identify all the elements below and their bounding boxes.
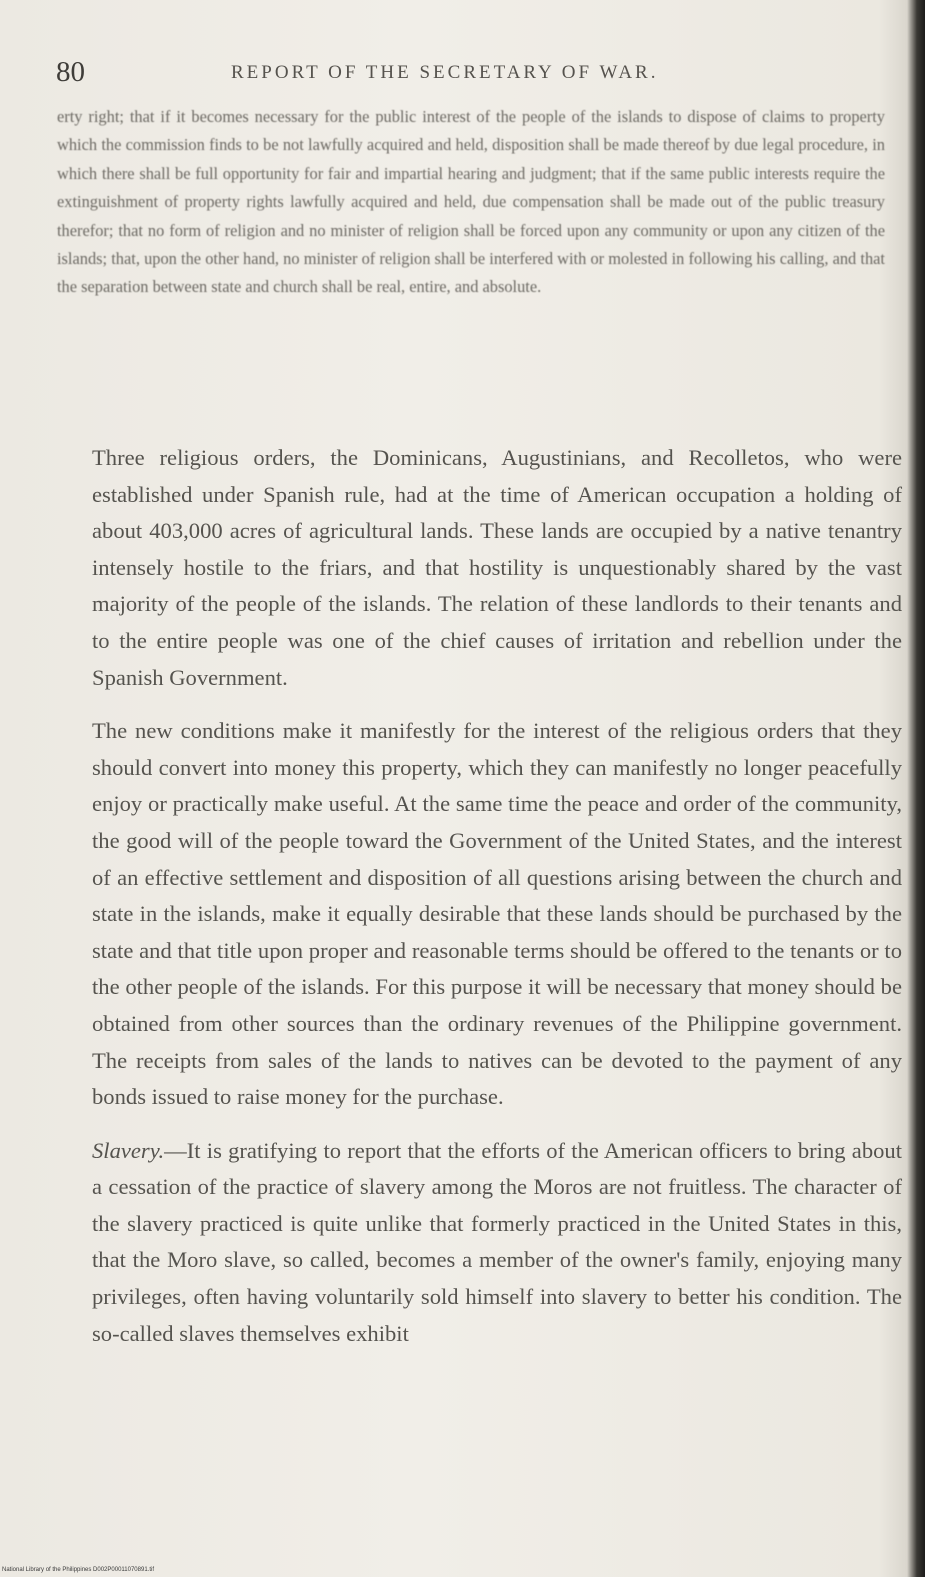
page-edge-shadow xyxy=(907,0,925,1577)
page-number: 80 xyxy=(56,56,85,88)
paragraph-new-conditions: The new conditions make it manifestly for the interest of the religious orders that they should convert into money this property, which they can manifestly no longer peacefully enjoy or practically make useful. At the same time the peace and order of the community, the good will of the people toward the Government of the United States, and the interest of an effective settlement and disposition of all questions arising between the church and state in the islands, make it equally desirable that these lands should be purchased by the state and that title upon proper and reasonable terms should be offered to the tenants or to the other people of the islands. For this purpose it will be necessary that money should be obtained from other sources than the ordinary revenues of the Philippine government. The receipts from sales of the lands to natives can be devoted to the payment of any bonds issued to raise money for the purchase. xyxy=(92,718,902,1110)
paragraph-religious-orders: Three religious orders, the Dominicans, Augustinians, and Recolletos, who were established under Spanish rule, had at the time of American occupation a holding of about 403,000 acres of agricultural lands. These lands are occupied by a native tenantry intensely hostile to the friars, and that hostility is unquestionably shared by the vast majority of the people of the islands. The relation of these landlords to their tenants and to the entire people was one of the chief causes of irritation and rebellion under the Spanish Government. xyxy=(92,445,902,690)
slavery-text: —It is gratifying to report that the efforts of the American officers to bring about a cessation of the practice of slavery among the Moros are not fruitless. The character of the slavery practiced is quite unlike that formerly practiced in the United States in this, that the Moro slave, so called, becomes a member of the owner's family, enjoying many privileges, often having voluntarily sold himself into slavery to better his condition. The so-called slaves themselves exhibit xyxy=(92,1137,902,1346)
page-header xyxy=(56,56,886,96)
body-text xyxy=(92,440,902,1369)
scan-footer: National Library of the Philippines D002P00011070891.tif xyxy=(2,1567,154,1573)
slavery-heading: Slavery. xyxy=(92,1137,165,1163)
quoted-paragraph: erty right; that if it becomes necessary for the public interest of the people of the islands to dispose of claims to property which the commission finds to be not lawfully acquired and held, disposition shall be made thereof by due legal procedure, in which there shall be full opportunity for fair and impartial hearing and judgment; that if the same public interests require the extinguishment of property rights lawfully acquired and held, due compensation shall be made out of the public treasury therefor; that no form of religion and no minister of religion shall be forced upon any community or upon any citizen of the islands; that, upon the other hand, no minister of religion shall be interfered with or molested in following his calling, and that the separation between state and church shall be real, entire, and absolute. xyxy=(57,107,885,297)
running-head: REPORT OF THE SECRETARY OF WAR. xyxy=(231,62,659,83)
paragraph-slavery xyxy=(92,1133,902,1353)
